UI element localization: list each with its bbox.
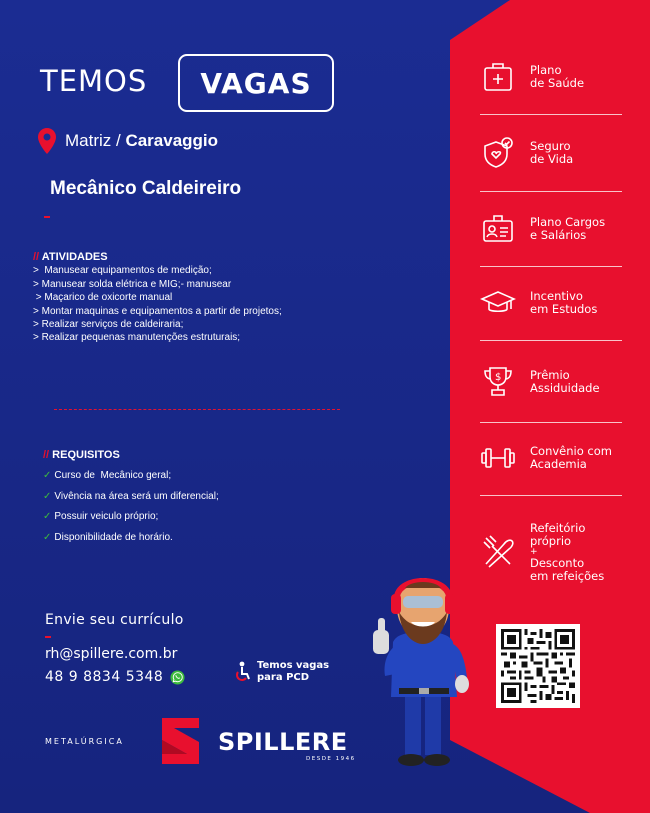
benefit-label: Assiduidade (530, 381, 600, 395)
benefit-label: próprio (530, 533, 572, 548)
list-item: > Realizar serviços de caldeiraria; (33, 319, 184, 331)
list-item-text: Possuir veiculo próprio; (54, 511, 159, 523)
divider (480, 114, 622, 115)
benefit-label: Plano Cargos (530, 215, 606, 229)
benefit-study-incentive (480, 268, 640, 338)
location-prefix: Matriz / (65, 131, 126, 150)
check-icon: ✓ (43, 470, 52, 482)
headline-vagas-box (178, 54, 334, 112)
divider (480, 495, 622, 496)
location-city: Caravaggio (125, 131, 219, 150)
benefit-attendance-award (480, 347, 640, 417)
contact-email[interactable]: rh@spillere.com.br (45, 646, 178, 662)
list-item: > Maçarico de oxicorte manual (33, 292, 173, 304)
list-item: > Realizar pequenas manutenções estruturais; (33, 332, 241, 344)
benefit-label: Academia (530, 457, 587, 471)
trophy-icon (480, 364, 516, 400)
benefit-label: e Salários (530, 228, 587, 242)
benefit-label: Desconto (530, 555, 585, 570)
list-item (43, 470, 219, 481)
spillere-logo-icon (158, 714, 203, 768)
section-divider (54, 409, 340, 410)
brand-name: SPILLERE (218, 728, 348, 756)
activities-title (33, 251, 282, 264)
list-item (43, 491, 219, 502)
fork-knife-icon (480, 534, 516, 570)
title-slash: // (33, 251, 40, 263)
graduation-cap-icon (480, 285, 516, 321)
phone-number: 48 9 8834 5348 (45, 669, 164, 685)
benefit-label: em Estudos (530, 302, 598, 316)
list-item-text: Disponibilidade de horário. (54, 531, 173, 543)
list-item (43, 511, 219, 522)
list-item: > Montar maquinas e equipamentos a partir de projetos; (33, 305, 282, 317)
benefit-health-plan (480, 42, 640, 112)
benefit-label: de Saúde (530, 76, 585, 90)
brand-metalurgica: METALÚRGICA (45, 737, 124, 746)
benefit-label: Seguro (530, 139, 571, 153)
benefit-life-insurance (480, 118, 640, 188)
svg-text:$: $ (495, 372, 502, 383)
divider (480, 191, 622, 192)
check-icon: ✓ (43, 490, 52, 502)
whatsapp-icon[interactable] (170, 670, 185, 685)
activities-section (33, 251, 282, 345)
location (38, 128, 218, 154)
headline-vagas: VAGAS (200, 66, 312, 100)
benefit-label: Convênio com (530, 444, 612, 458)
list-item-text: Curso de Mecânico geral; (54, 470, 172, 482)
cv-underline (45, 636, 51, 638)
benefit-label: Plano (530, 63, 562, 77)
list-item (43, 532, 219, 543)
qr-code-icon (501, 629, 575, 703)
worker-mascot-illustration (365, 560, 475, 772)
check-icon: ✓ (43, 511, 52, 523)
requirements-section (43, 449, 219, 543)
pcd-line: para PCD (257, 672, 310, 683)
benefit-plus: + (530, 546, 538, 557)
title-text: REQUISITOS (49, 449, 120, 461)
contact-phone[interactable] (45, 669, 185, 685)
pcd-notice (232, 660, 329, 684)
benefit-career-plan (480, 194, 640, 264)
title-slash: // (43, 449, 50, 461)
benefit-cafeteria (480, 512, 640, 592)
brand-since: DESDE 1946 (306, 756, 356, 762)
benefit-label: Refeitório (530, 520, 586, 535)
divider (480, 340, 622, 341)
job-title: Mecânico Caldeireiro (50, 178, 242, 199)
qr-code[interactable] (496, 624, 580, 708)
dumbbell-icon (480, 440, 516, 476)
send-cv-label: Envie seu currículo (45, 612, 184, 628)
check-icon: ✓ (43, 531, 52, 543)
list-item-text: Vivência na área será um diferencial; (54, 490, 219, 502)
benefit-label: Prêmio (530, 368, 570, 382)
benefit-label: de Vida (530, 152, 574, 166)
location-pin-icon (38, 128, 56, 154)
accessibility-icon (232, 661, 252, 683)
benefit-label: em refeições (530, 568, 605, 583)
title-text: ATIVIDADES (39, 251, 108, 263)
requirements-title (43, 449, 219, 461)
life-insurance-icon (480, 135, 516, 171)
benefit-gym (480, 423, 640, 493)
health-plan-icon (480, 59, 516, 95)
headline-temos: TEMOS (40, 64, 148, 98)
list-item: > Manusear solda elétrica e MIG;- manusear (33, 278, 232, 290)
career-plan-icon (480, 211, 516, 247)
benefit-label: Incentivo (530, 289, 583, 303)
divider (480, 266, 622, 267)
pcd-line: Temos vagas (257, 660, 330, 671)
list-item: > Manusear equipamentos de medição; (33, 265, 212, 277)
title-underline (44, 216, 50, 218)
